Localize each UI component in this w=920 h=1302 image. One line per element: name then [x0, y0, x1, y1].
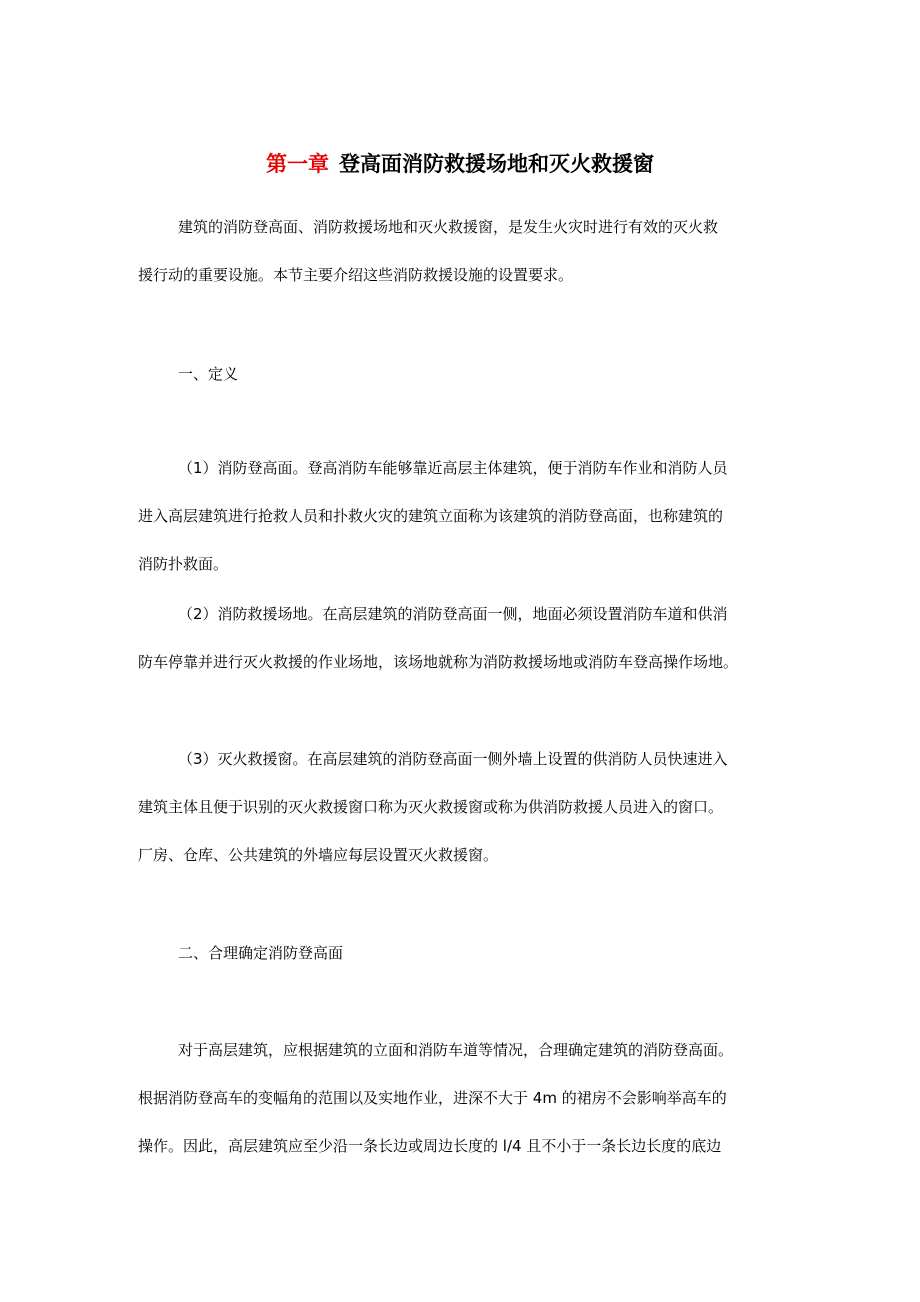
text-line: 援行动的重要设施。本节主要介绍这些消防救援设施的设置要求。: [138, 266, 574, 284]
section-heading-text: 一、定义: [178, 365, 239, 383]
chapter-subject: 登高面消防救援场地和灭火救援窗: [339, 152, 654, 176]
text-line: 防车停靠并进行灭火救援的作业场地，该场地就称为消防救援场地或消防车登高操作场地。: [138, 653, 739, 671]
text-line: 对于高层建筑，应根据建筑的立面和消防车道等情况，合理确定建筑的消防登高面。: [178, 1041, 734, 1059]
text-line: （2）消防救援场地。在高层建筑的消防登高面一侧，地面必须设置消防车道和供消: [178, 605, 728, 623]
text-line: （1）消防登高面。登高消防车能够靠近高层主体建筑，便于消防车作业和消防人员: [178, 459, 728, 477]
chapter-title: [0, 150, 920, 178]
text-line: 操作。因此，高层建筑应至少沿一条长边或周边长度的 l/4 且不小于一条长边长度的底边: [138, 1137, 722, 1155]
text-line: 进入高层建筑进行抢救人员和扑救火灾的建筑立面称为该建筑的消防登高面，也称建筑的: [138, 507, 724, 525]
chapter-number: 第一章: [266, 152, 329, 176]
text-line: 建筑的消防登高面、消防救援场地和灭火救援窗，是发生火灾时进行有效的灭火救: [178, 218, 719, 236]
text-line: 根据消防登高车的变幅角的范围以及实地作业，进深不大于 4m 的裙房不会影响举高车的: [138, 1089, 727, 1107]
text-line: 厂房、仓库、公共建筑的外墙应每层设置灭火救援窗。: [138, 846, 499, 864]
section-heading-text: 二、合理确定消防登高面: [178, 944, 344, 962]
text-line: 消防扑救面。: [138, 555, 229, 573]
text-line: （3）灭火救援窗。在高层建筑的消防登高面一侧外墙上设置的供消防人员快速进入: [178, 750, 728, 768]
text-line: 建筑主体且便于识别的灭火救援窗口称为灭火救援窗或称为供消防救援人员进入的窗口。: [138, 798, 724, 816]
